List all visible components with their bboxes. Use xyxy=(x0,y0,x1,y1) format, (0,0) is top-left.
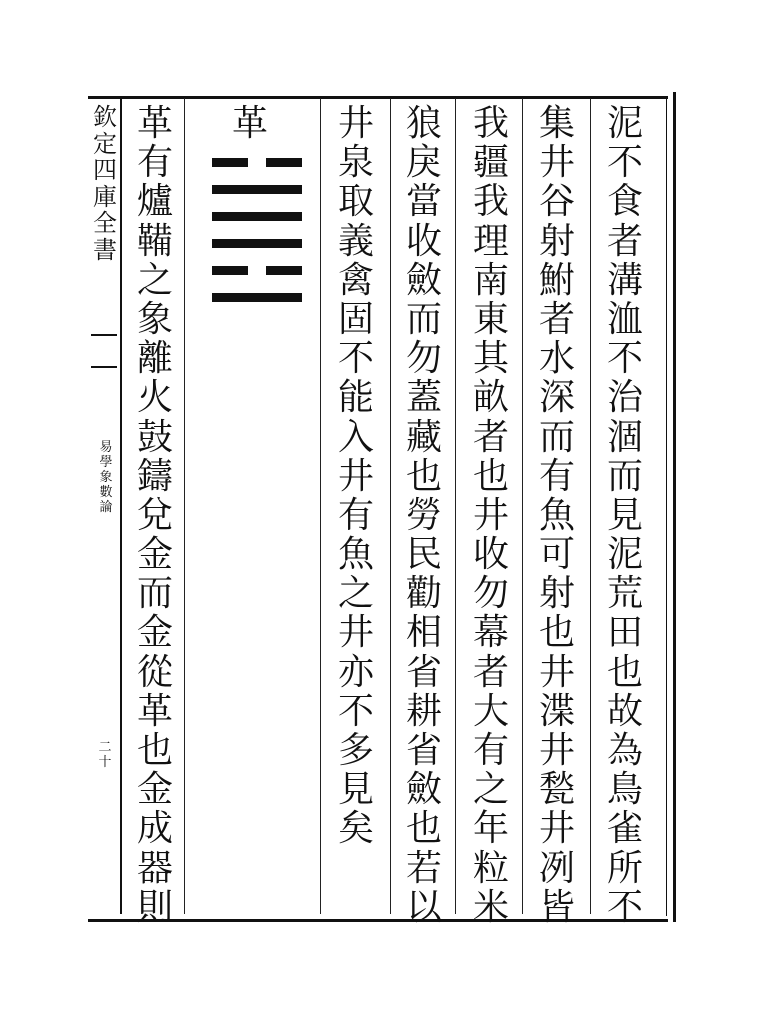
text-char: 南 xyxy=(472,259,509,301)
text-char: 收 xyxy=(472,534,509,576)
text-char: 能 xyxy=(337,377,374,419)
text-char: 渫 xyxy=(538,690,575,732)
text-char: 也 xyxy=(136,730,173,771)
text-char: 荒 xyxy=(606,573,643,615)
column-rule xyxy=(320,98,321,914)
text-char: 斂 xyxy=(405,769,442,811)
text-char: 魚 xyxy=(337,534,374,576)
text-char: 食 xyxy=(606,181,643,223)
text-char: 有 xyxy=(538,455,575,497)
text-char: 集 xyxy=(538,103,575,144)
text-char: 雀 xyxy=(606,808,643,850)
text-char: 不 xyxy=(606,338,643,380)
text-char: 泉 xyxy=(337,142,374,184)
text-char: 粒 xyxy=(472,847,509,889)
text-char: 革 xyxy=(136,103,173,144)
yang-line xyxy=(212,239,302,248)
text-char: 勿 xyxy=(405,338,442,380)
line-segment xyxy=(212,293,302,302)
text-char: 泥 xyxy=(606,534,643,576)
column-rule xyxy=(590,98,591,914)
text-char: 以 xyxy=(405,886,442,928)
yin-line xyxy=(212,266,302,275)
text-char: 庫 xyxy=(93,182,117,211)
text-char: 取 xyxy=(337,181,374,223)
text-char: 可 xyxy=(538,534,575,576)
text-char: 井 xyxy=(538,808,575,850)
text-char: 亦 xyxy=(337,651,374,693)
text-char: 射 xyxy=(538,220,575,262)
text-char: 之 xyxy=(337,573,374,615)
text-char: 其 xyxy=(472,338,509,380)
text-char: 而 xyxy=(606,455,643,497)
text-char: 射 xyxy=(538,573,575,615)
text-char: 象 xyxy=(136,298,173,340)
text-char: 井 xyxy=(538,730,575,771)
text-char: 金 xyxy=(136,769,173,811)
text-char: 四 xyxy=(93,156,117,184)
text-char: 全 xyxy=(93,209,117,237)
text-char: 民 xyxy=(405,534,442,576)
text-char: 數 xyxy=(99,485,113,500)
margin-chapter-title xyxy=(96,440,116,515)
text-char: 蓋 xyxy=(405,377,442,419)
text-char: 固 xyxy=(337,298,374,340)
line-segment xyxy=(266,266,302,275)
text-column-6 xyxy=(132,103,178,928)
text-char: 省 xyxy=(405,730,442,771)
line-segment xyxy=(212,185,302,194)
yang-line xyxy=(212,212,302,221)
text-char: 也 xyxy=(538,612,575,654)
text-char: 井 xyxy=(472,494,509,536)
text-char: 井 xyxy=(337,103,374,144)
text-char: 金 xyxy=(136,534,173,576)
column-rule xyxy=(390,98,391,914)
text-char: 象 xyxy=(99,470,113,485)
text-column-1 xyxy=(602,103,648,928)
text-char: 鳥 xyxy=(606,769,643,811)
margin-page-number xyxy=(94,740,116,770)
text-char: 治 xyxy=(606,377,643,419)
text-char: 之 xyxy=(136,259,173,301)
text-char: 爐 xyxy=(136,181,173,223)
text-char: 見 xyxy=(606,494,643,536)
text-char: 而 xyxy=(136,573,173,615)
text-char: 田 xyxy=(606,612,643,654)
text-char: 二 xyxy=(98,740,112,755)
text-char: 也 xyxy=(606,651,643,693)
text-char: 省 xyxy=(405,651,442,693)
text-char: 井 xyxy=(337,455,374,497)
column-rule xyxy=(184,98,185,914)
text-char: 年 xyxy=(472,808,509,850)
text-char: 畝 xyxy=(472,377,509,419)
text-char: 若 xyxy=(405,847,442,889)
text-char: 成 xyxy=(136,808,173,850)
text-char: 谷 xyxy=(538,181,575,223)
text-char: 所 xyxy=(606,847,643,889)
text-char: 我 xyxy=(472,103,509,144)
text-char: 井 xyxy=(538,142,575,184)
text-char: 藏 xyxy=(405,416,442,458)
yang-line xyxy=(212,185,302,194)
hexagram-name: 革 xyxy=(232,103,269,144)
text-char: 鞴 xyxy=(136,220,173,262)
text-char: 疆 xyxy=(472,142,509,184)
text-char: 深 xyxy=(538,377,575,419)
text-char: 不 xyxy=(606,142,643,184)
text-char: 易 xyxy=(99,440,113,455)
text-char: 則 xyxy=(136,886,173,928)
text-char: 器 xyxy=(136,847,173,889)
text-char: 有 xyxy=(337,494,374,536)
text-char: 東 xyxy=(472,298,509,340)
text-char: 涸 xyxy=(606,416,643,458)
text-char: 水 xyxy=(538,338,575,380)
text-char: 者 xyxy=(538,298,575,340)
text-char: 溝 xyxy=(606,259,643,301)
text-char: 勸 xyxy=(405,573,442,615)
text-char: 者 xyxy=(472,416,509,458)
text-char: 定 xyxy=(93,129,117,158)
line-segment xyxy=(212,158,248,167)
text-char: 泥 xyxy=(606,103,643,144)
text-char: 幕 xyxy=(472,612,509,654)
text-char: 入 xyxy=(337,416,374,458)
margin-book-title xyxy=(90,104,120,263)
text-char: 多 xyxy=(337,730,374,771)
text-char: 耕 xyxy=(405,690,442,732)
text-char: 鑄 xyxy=(136,455,173,497)
column-rule xyxy=(455,98,456,914)
text-char: 從 xyxy=(136,651,173,693)
text-char: 鮒 xyxy=(538,259,575,301)
fish-tail-mark xyxy=(91,334,117,368)
text-char: 有 xyxy=(472,730,509,771)
text-char: 離 xyxy=(136,338,173,380)
text-char: 者 xyxy=(606,220,643,262)
text-char: 相 xyxy=(405,612,442,654)
text-char: 理 xyxy=(472,220,509,262)
text-char: 義 xyxy=(337,220,374,262)
text-char: 書 xyxy=(93,235,117,264)
text-column-4 xyxy=(401,103,447,928)
text-char: 不 xyxy=(337,690,374,732)
frame-right-inner-border xyxy=(666,96,667,916)
text-char: 斂 xyxy=(405,259,442,301)
text-char: 不 xyxy=(337,338,374,380)
line-segment xyxy=(212,212,302,221)
text-char: 我 xyxy=(472,181,509,223)
text-char: 革 xyxy=(136,690,173,732)
text-char: 米 xyxy=(472,886,509,928)
text-char: 當 xyxy=(405,181,442,223)
text-char: 勿 xyxy=(472,573,509,615)
text-char: 為 xyxy=(606,730,643,771)
text-char: 而 xyxy=(538,416,575,458)
text-char: 也 xyxy=(405,455,442,497)
text-char: 狼 xyxy=(405,103,442,144)
text-column-2 xyxy=(534,103,580,928)
text-char: 皆 xyxy=(538,886,575,928)
text-char: 也 xyxy=(405,808,442,850)
text-char: 見 xyxy=(337,769,374,811)
text-char: 冽 xyxy=(538,847,575,889)
frame-right-border xyxy=(673,92,676,922)
text-column-5 xyxy=(333,104,379,904)
yin-line xyxy=(212,158,302,167)
text-char: 十 xyxy=(98,755,112,770)
text-char: 也 xyxy=(472,455,509,497)
text-char: 甃 xyxy=(538,769,575,811)
text-char: 而 xyxy=(405,298,442,340)
text-char: 井 xyxy=(337,612,374,654)
text-char: 論 xyxy=(99,500,113,515)
text-char: 矣 xyxy=(337,808,374,850)
text-char: 之 xyxy=(472,769,509,811)
text-char: 大 xyxy=(472,690,509,732)
text-char: 井 xyxy=(538,651,575,693)
text-char: 禽 xyxy=(337,259,374,301)
text-column-3 xyxy=(468,103,514,928)
text-char: 不 xyxy=(606,886,643,928)
text-char: 學 xyxy=(99,455,113,470)
text-char: 洫 xyxy=(606,298,643,340)
text-char: 鼓 xyxy=(136,416,173,458)
text-char: 魚 xyxy=(538,494,575,536)
line-segment xyxy=(266,158,302,167)
line-segment xyxy=(212,266,248,275)
text-char: 勞 xyxy=(405,494,442,536)
text-char: 故 xyxy=(606,690,643,732)
column-rule xyxy=(522,98,523,914)
text-char: 欽 xyxy=(93,103,117,131)
text-char: 兌 xyxy=(136,494,173,536)
line-segment xyxy=(212,239,302,248)
text-char: 戾 xyxy=(405,142,442,184)
yang-line xyxy=(212,293,302,302)
text-char: 收 xyxy=(405,220,442,262)
text-char: 有 xyxy=(136,142,173,184)
text-char: 金 xyxy=(136,612,173,654)
text-char: 者 xyxy=(472,651,509,693)
text-char: 火 xyxy=(136,377,173,419)
